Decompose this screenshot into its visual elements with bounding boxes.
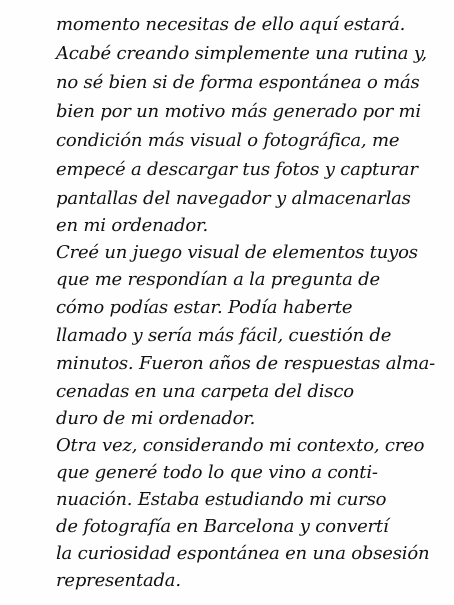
text-line: no sé bien si de forma espontánea o más — [56, 72, 420, 93]
text-line: cómo podías estar. Podía haberte — [56, 297, 353, 318]
text-line: pantallas del navegador y almacenarlas — [56, 188, 411, 209]
text-line: bien por un motivo más generado por mi — [56, 101, 421, 122]
text-line: representada. — [56, 570, 181, 591]
text-line: en mi ordenador. — [56, 215, 208, 236]
text-line: que me respondían a la pregunta de — [56, 269, 380, 290]
text-line: que generé todo lo que vino a conti- — [56, 462, 378, 483]
text-line: duro de mi ordenador. — [56, 408, 256, 429]
text-line: la curiosidad espontánea en una obsesión — [56, 543, 430, 564]
text-line: Acabé creando simplemente una rutina y, — [56, 43, 427, 64]
text-line: llamado y sería más fácil, cuestión de — [56, 325, 392, 346]
text-line: momento necesitas de ello aquí estará. — [56, 14, 406, 35]
text-line: Otra vez, considerando mi contexto, creo — [56, 435, 425, 456]
text-line: empecé a descargar tus fotos y capturar — [56, 159, 418, 180]
text-line: condición más visual o fotográfica, me — [56, 130, 400, 151]
text-line: Creé un juego visual de elementos tuyos — [56, 242, 418, 263]
text-line: nuación. Estaba estudiando mi curso — [56, 489, 387, 510]
text-line: de fotografía en Barcelona y convertí — [56, 516, 389, 537]
text-line: minutos. Fueron años de respuestas alma- — [56, 353, 436, 374]
text-line: cenadas en una carpeta del disco — [56, 381, 354, 402]
